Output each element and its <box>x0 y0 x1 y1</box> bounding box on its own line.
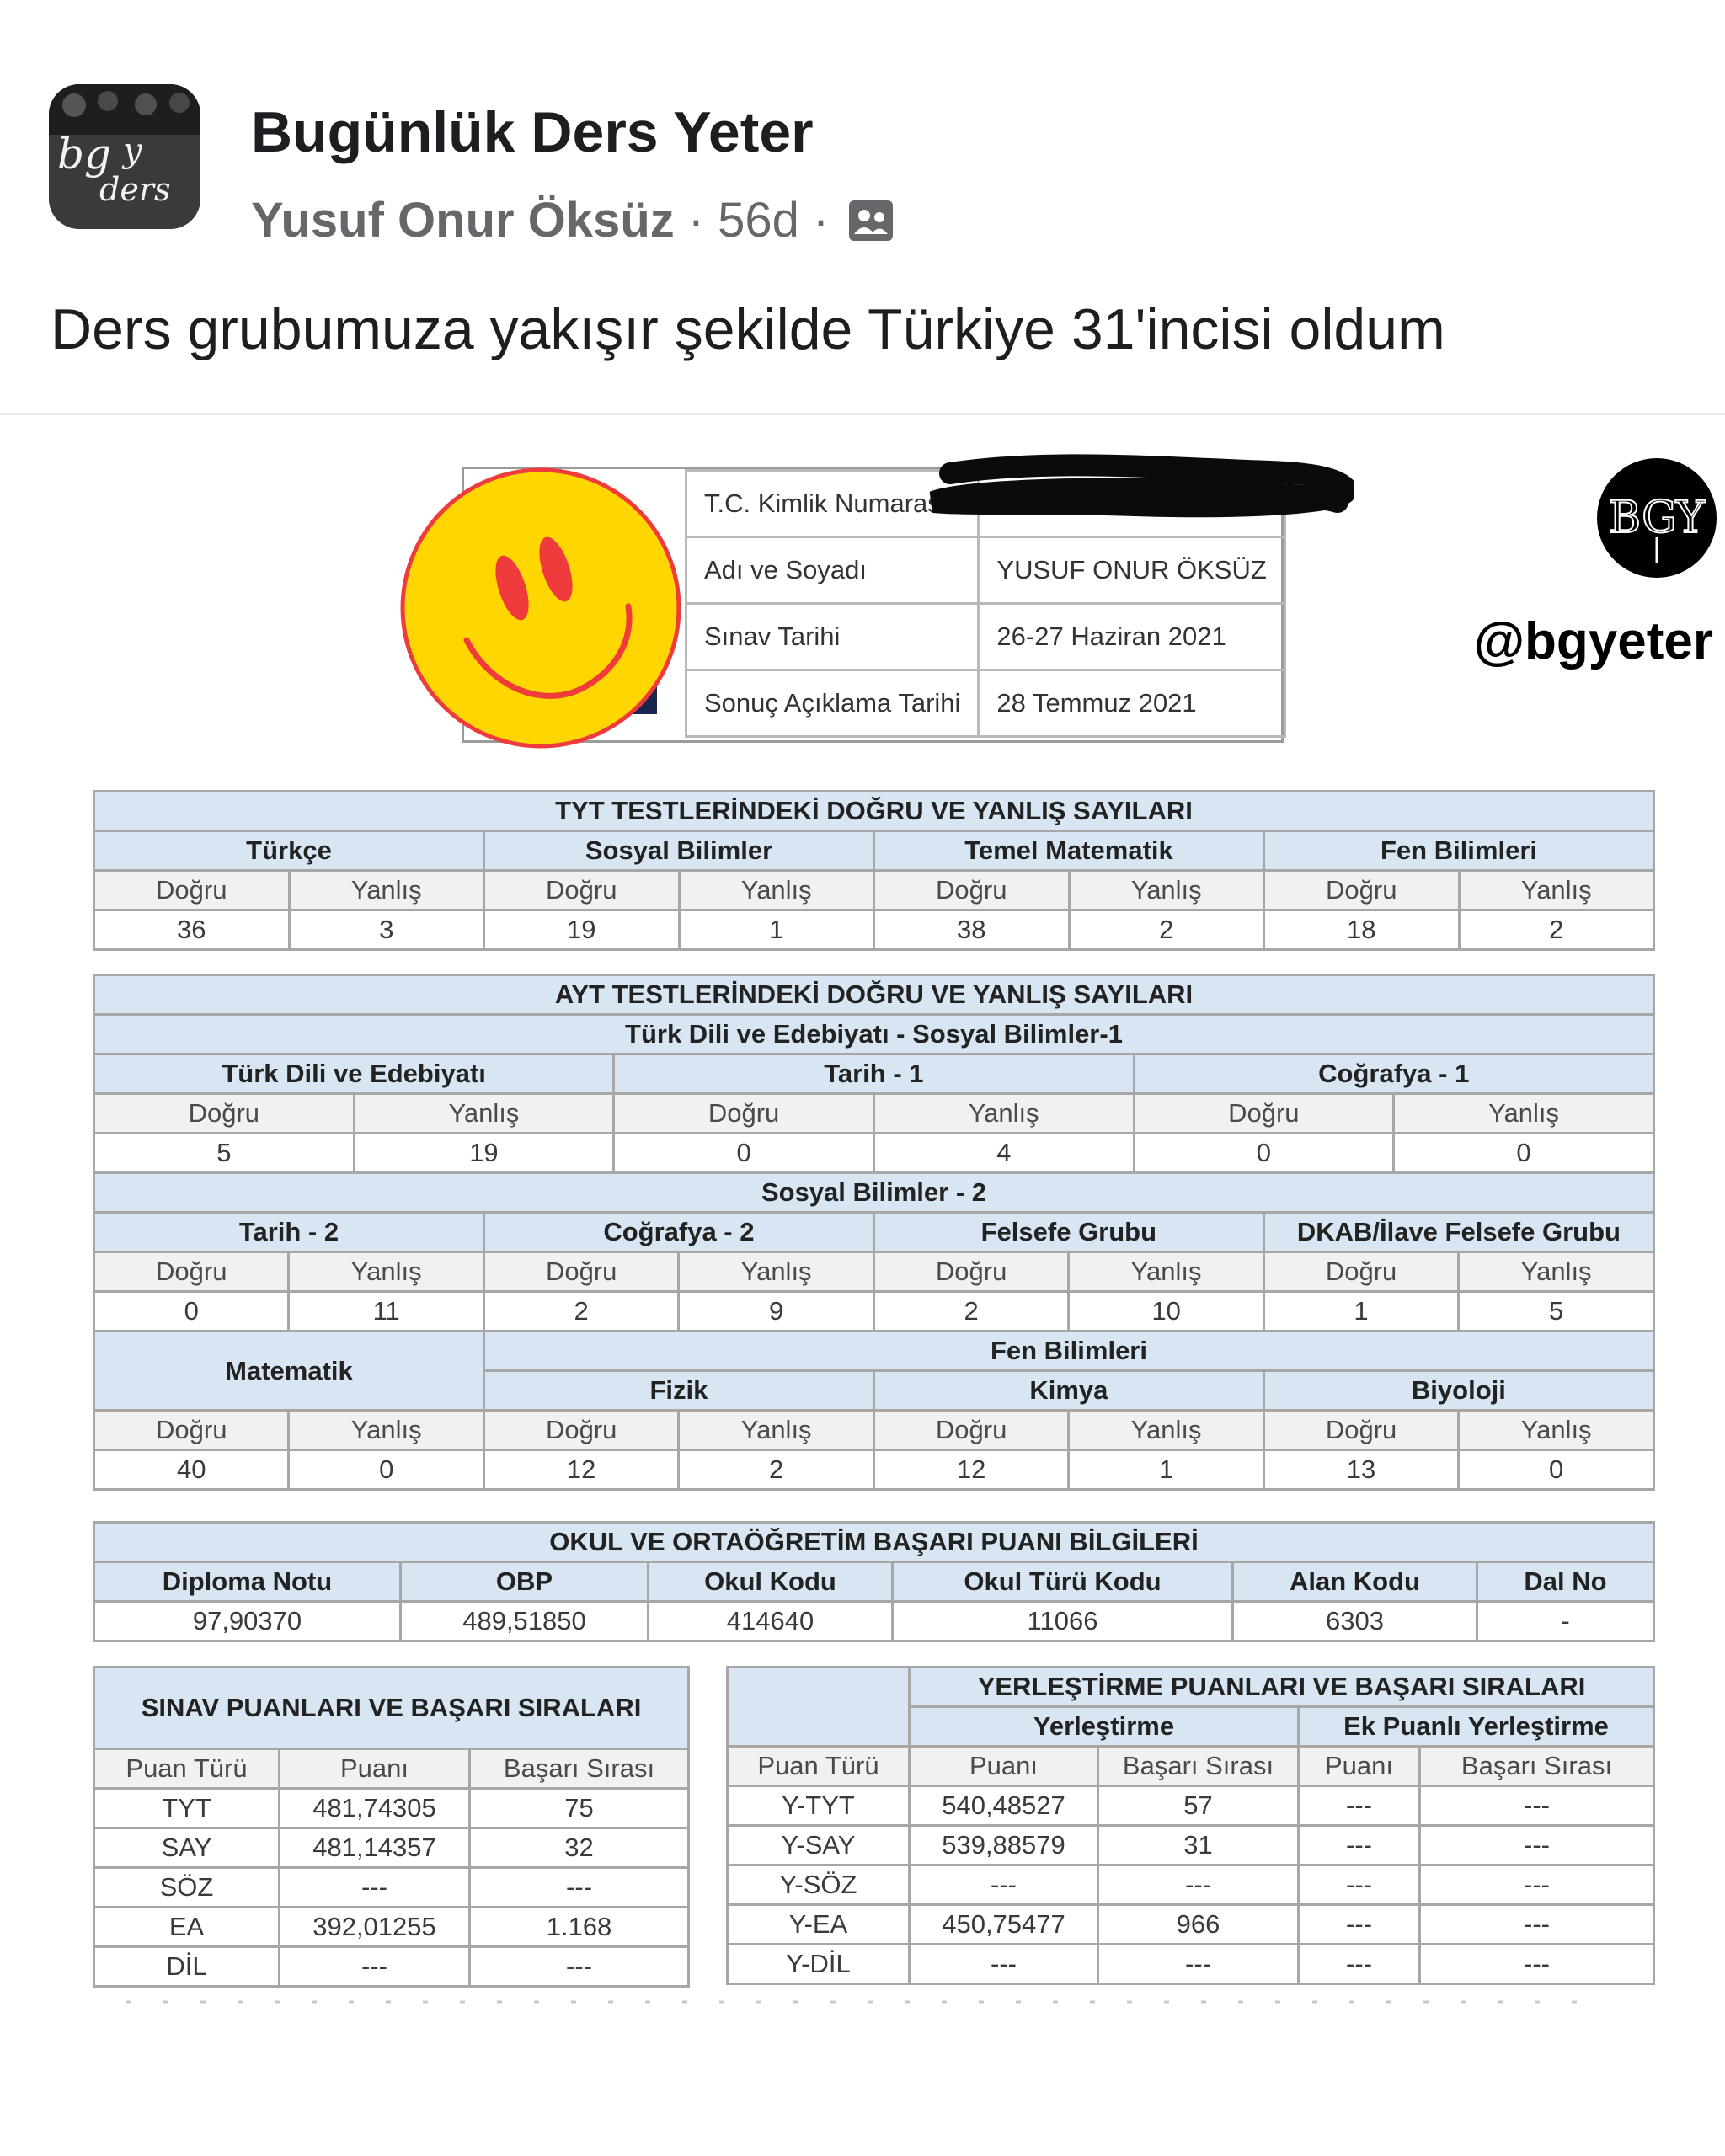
subject-header: Sosyal Bilimler <box>484 831 874 871</box>
sinav-header: Başarı Sırası <box>470 1749 689 1789</box>
yanlis-label: Yanlış <box>289 1411 483 1450</box>
puan: --- <box>280 1868 470 1908</box>
ek-basari-sirasi: --- <box>1420 1826 1654 1865</box>
sinav-header: Puanı <box>280 1749 470 1789</box>
puan-turu: SAY <box>94 1828 280 1868</box>
yanlis-value: 2 <box>1069 910 1264 950</box>
sinav-header: Puan Türü <box>94 1749 280 1789</box>
table-row <box>728 1865 1654 1905</box>
header-divider <box>0 413 1725 415</box>
basari-sirasi: 57 <box>1098 1786 1299 1826</box>
subject-header: Felsefe Grubu <box>873 1213 1263 1252</box>
ayt-section1-title: Türk Dili ve Edebiyatı - Sosyal Bilimler-1 <box>94 1015 1654 1054</box>
yanlis-label: Yanlış <box>1459 1411 1654 1450</box>
ek-puan: --- <box>1299 1945 1420 1984</box>
meta-separator: · <box>687 193 705 248</box>
puan-turu: Y-TYT <box>728 1786 910 1826</box>
post-caption: Ders grubumuza yakışır şekilde Türkiye 31'incisi oldum <box>51 297 1445 361</box>
dogru-value: 40 <box>94 1450 289 1490</box>
sinav-title: SINAV PUANLARI VE BAŞARI SIRALARI <box>94 1668 689 1749</box>
puan: 450,75477 <box>910 1905 1098 1945</box>
okul-value: 414640 <box>649 1602 893 1641</box>
subject-header: Tarih - 2 <box>94 1213 484 1252</box>
okul-header: Okul Kodu <box>649 1562 893 1602</box>
cropped-text-remnant <box>126 1999 1592 2004</box>
ayt-section2-title: Sosyal Bilimler - 2 <box>94 1173 1654 1213</box>
ek-basari-sirasi: --- <box>1420 1865 1654 1905</box>
yanlis-label: Yanlış <box>679 1252 873 1292</box>
okul-header: Alan Kodu <box>1233 1562 1477 1602</box>
post-time[interactable]: 56d <box>718 193 799 248</box>
puan-turu: TYT <box>94 1789 280 1828</box>
dogru-value: 0 <box>614 1134 874 1173</box>
dogru-value: 1 <box>1263 1292 1458 1331</box>
ek-puan: --- <box>1299 1865 1420 1905</box>
dogru-label: Doğru <box>1263 1411 1458 1450</box>
dogru-label: Doğru <box>1264 871 1460 910</box>
exam-result-document <box>0 416 1725 2016</box>
basari-sirasi: 1.168 <box>470 1908 689 1947</box>
dogru-label: Doğru <box>94 1411 289 1450</box>
table-row <box>728 1826 1654 1865</box>
subject-header: Türkçe <box>94 831 484 871</box>
puan: --- <box>910 1865 1098 1905</box>
yanlis-label: Yanlış <box>1459 871 1654 910</box>
puan-turu: EA <box>94 1908 280 1947</box>
yanlis-value: 11 <box>289 1292 483 1331</box>
meta-separator-2: · <box>812 193 830 248</box>
basari-sirasi: 75 <box>470 1789 689 1828</box>
yanlis-label: Yanlış <box>289 1252 483 1292</box>
yanlis-label: Yanlış <box>873 1094 1134 1134</box>
yerlestirme-header: Başarı Sırası <box>1420 1747 1654 1786</box>
subject-header: Temel Matematik <box>874 831 1264 871</box>
yanlis-value: 0 <box>1394 1134 1654 1173</box>
basari-sirasi: 966 <box>1098 1905 1299 1945</box>
yanlis-value: 10 <box>1069 1292 1263 1331</box>
info-label: Sonuç Açıklama Tarihi <box>686 670 979 737</box>
fen-title: Fen Bilimleri <box>483 1331 1653 1371</box>
info-row <box>686 604 1285 670</box>
instagram-watermark <box>1432 458 1718 670</box>
yerlestirme-group: Yerleştirme <box>910 1707 1299 1747</box>
ek-puan: --- <box>1299 1826 1420 1865</box>
dogru-value: 36 <box>94 910 290 950</box>
ek-puanli-group: Ek Puanlı Yerleştirme <box>1299 1707 1654 1747</box>
subject-header: Fen Bilimleri <box>1264 831 1654 871</box>
okul-table <box>93 1521 1655 1642</box>
puan-turu: Y-SAY <box>728 1826 910 1865</box>
dogru-value: 12 <box>483 1450 678 1490</box>
dogru-value: 18 <box>1264 910 1460 950</box>
ek-basari-sirasi: --- <box>1420 1945 1654 1984</box>
dogru-value: 0 <box>1134 1134 1394 1173</box>
okul-value: - <box>1477 1602 1654 1641</box>
dogru-label: Doğru <box>874 871 1070 910</box>
info-value: YUSUF ONUR ÖKSÜZ <box>979 537 1284 604</box>
dogru-label: Doğru <box>94 871 290 910</box>
yerlestirme-title: YERLEŞTİRME PUANLARI VE BAŞARI SIRALARI <box>910 1668 1654 1707</box>
dogru-value: 12 <box>873 1450 1068 1490</box>
smiley-sticker <box>396 463 686 753</box>
table-row <box>94 1789 689 1828</box>
puan: 539,88579 <box>910 1826 1098 1865</box>
yanlis-label: Yanlış <box>289 871 484 910</box>
puan-turu: SÖZ <box>94 1868 280 1908</box>
svg-text:ders: ders <box>99 171 171 208</box>
okul-title: OKUL VE ORTAÖĞRETİM BAŞARI PUANI BİLGİLERİ <box>94 1523 1654 1562</box>
dogru-label: Doğru <box>614 1094 874 1134</box>
ayt-title: AYT TESTLERİNDEKİ DOĞRU VE YANLIŞ SAYILARI <box>94 975 1654 1015</box>
dogru-label: Doğru <box>484 871 680 910</box>
subject-header: Tarih - 1 <box>614 1054 1134 1094</box>
okul-value: 97,90370 <box>94 1602 401 1641</box>
svg-text:y: y <box>123 131 142 170</box>
dogru-label: Doğru <box>1134 1094 1394 1134</box>
yerlestirme-header: Başarı Sırası <box>1098 1747 1299 1786</box>
subject-header: DKAB/İlave Felsefe Grubu <box>1263 1213 1653 1252</box>
table-row <box>94 1868 689 1908</box>
basari-sirasi: --- <box>1098 1865 1299 1905</box>
dogru-label: Doğru <box>1263 1252 1458 1292</box>
yerlestirme-header: Puanı <box>1299 1747 1420 1786</box>
table-row <box>94 1908 689 1947</box>
table-row <box>728 1945 1654 1984</box>
yanlis-value: 4 <box>873 1134 1134 1173</box>
puan-turu: Y-SÖZ <box>728 1865 910 1905</box>
puan: 540,48527 <box>910 1786 1098 1826</box>
sinav-puanlari-table <box>93 1666 690 1988</box>
okul-header: Okul Türü Kodu <box>893 1562 1233 1602</box>
dogru-label: Doğru <box>483 1411 678 1450</box>
info-row <box>686 670 1285 737</box>
info-label: Adı ve Soyadı <box>686 537 979 604</box>
yanlis-value: 3 <box>289 910 484 950</box>
ek-basari-sirasi: --- <box>1420 1905 1654 1945</box>
dogru-value: 13 <box>1263 1450 1458 1490</box>
post-meta <box>251 192 896 248</box>
puan: --- <box>910 1945 1098 1984</box>
yerlestirme-table <box>726 1666 1655 1985</box>
ek-puan: --- <box>1299 1786 1420 1826</box>
info-row <box>686 537 1285 604</box>
subject-header: Biyoloji <box>1263 1371 1653 1411</box>
table-row <box>728 1786 1654 1826</box>
table-row <box>94 1947 689 1987</box>
subject-header: Coğrafya - 1 <box>1134 1054 1653 1094</box>
bgy-logo-icon <box>1597 458 1717 578</box>
yanlis-label: Yanlış <box>1069 1252 1263 1292</box>
okul-header: Diploma Notu <box>94 1562 401 1602</box>
info-value: 26-27 Haziran 2021 <box>979 604 1284 670</box>
puan-turu: DİL <box>94 1947 280 1987</box>
dogru-value: 0 <box>94 1292 289 1331</box>
yanlis-value: 2 <box>1459 910 1654 950</box>
basari-sirasi: 32 <box>470 1828 689 1868</box>
yanlis-label: Yanlış <box>679 1411 873 1450</box>
yanlis-value: 9 <box>679 1292 873 1331</box>
group-name[interactable]: Bugünlük Ders Yeter <box>251 100 814 164</box>
yanlis-label: Yanlış <box>1394 1094 1654 1134</box>
dogru-value: 2 <box>483 1292 678 1331</box>
okul-value: 489,51850 <box>401 1602 649 1641</box>
yanlis-label: Yanlış <box>679 871 874 910</box>
yanlis-value: 1 <box>679 910 874 950</box>
basari-sirasi: --- <box>470 1868 689 1908</box>
subject-header: Kimya <box>873 1371 1263 1411</box>
yanlis-value: 19 <box>354 1134 614 1173</box>
dogru-label: Doğru <box>483 1252 678 1292</box>
yanlis-value: 0 <box>1459 1450 1654 1490</box>
subject-header: Türk Dili ve Edebiyatı <box>94 1054 614 1094</box>
bgy-logo-text: BGY <box>1608 493 1706 543</box>
yanlis-label: Yanlış <box>354 1094 614 1134</box>
yerlestirme-corner <box>728 1668 910 1747</box>
info-label: T.C. Kimlik Numarası <box>686 471 979 537</box>
okul-header: Dal No <box>1477 1562 1654 1602</box>
ek-basari-sirasi: --- <box>1420 1786 1654 1826</box>
yanlis-label: Yanlış <box>1069 1411 1263 1450</box>
yanlis-label: Yanlış <box>1459 1252 1654 1292</box>
tyt-title: TYT TESTLERİNDEKİ DOĞRU VE YANLIŞ SAYILARI <box>94 792 1654 831</box>
puan: 481,14357 <box>280 1828 470 1868</box>
basari-sirasi: 31 <box>1098 1826 1299 1865</box>
yerlestirme-header: Puan Türü <box>728 1747 910 1786</box>
yanlis-value: 5 <box>1459 1292 1654 1331</box>
okul-value: 6303 <box>1233 1602 1477 1641</box>
info-label: Sınav Tarihi <box>686 604 979 670</box>
puan-turu: Y-EA <box>728 1905 910 1945</box>
matematik-header: Matematik <box>94 1331 484 1411</box>
yanlis-label: Yanlış <box>1069 871 1264 910</box>
svg-text:bg: bg <box>57 130 112 179</box>
tyt-table <box>93 790 1655 951</box>
yerlestirme-header: Puanı <box>910 1747 1098 1786</box>
dogru-label: Doğru <box>873 1411 1068 1450</box>
puan: 481,74305 <box>280 1789 470 1828</box>
dogru-value: 19 <box>484 910 680 950</box>
dogru-label: Doğru <box>94 1252 289 1292</box>
basari-sirasi: --- <box>470 1947 689 1987</box>
info-value: 28 Temmuz 2021 <box>979 670 1284 737</box>
group-avatar-image <box>49 84 200 229</box>
yanlis-value: 0 <box>289 1450 483 1490</box>
author-name[interactable]: Yusuf Onur Öksüz <box>251 193 675 248</box>
group-avatar[interactable] <box>49 84 200 229</box>
ek-puan: --- <box>1299 1905 1420 1945</box>
ayt-table <box>93 974 1655 1491</box>
dogru-value: 38 <box>874 910 1070 950</box>
puan: --- <box>280 1947 470 1987</box>
dogru-value: 2 <box>873 1292 1068 1331</box>
puan: 392,01255 <box>280 1908 470 1947</box>
group-members-icon <box>846 195 896 246</box>
dogru-label: Doğru <box>873 1252 1068 1292</box>
puan-turu: Y-DİL <box>728 1945 910 1984</box>
yanlis-value: 1 <box>1069 1450 1263 1490</box>
dogru-label: Doğru <box>94 1094 355 1134</box>
okul-value: 11066 <box>893 1602 1233 1641</box>
redaction-scribble <box>916 453 1354 529</box>
yanlis-value: 2 <box>679 1450 873 1490</box>
dogru-value: 5 <box>94 1134 355 1173</box>
table-row <box>728 1905 1654 1945</box>
watermark-handle: @bgyeter <box>1473 612 1713 670</box>
subject-header: Fizik <box>483 1371 873 1411</box>
basari-sirasi: --- <box>1098 1945 1299 1984</box>
table-row <box>94 1828 689 1868</box>
okul-header: OBP <box>401 1562 649 1602</box>
subject-header: Coğrafya - 2 <box>483 1213 873 1252</box>
